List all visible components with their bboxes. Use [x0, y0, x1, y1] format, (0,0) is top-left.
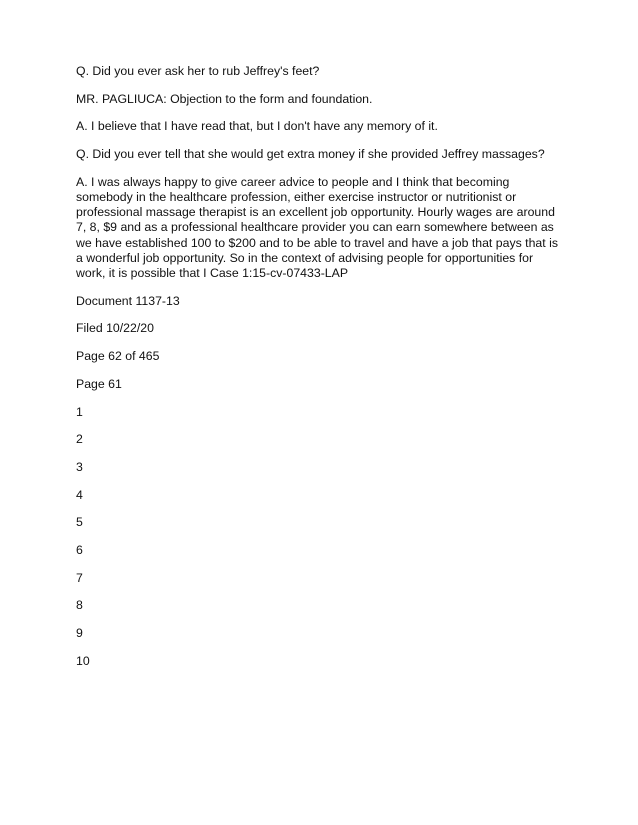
line-number: 8: [76, 598, 83, 613]
objection-pagliuca: MR. PAGLIUCA: Objection to the form and foundation.: [76, 91, 373, 106]
line-number: 4: [76, 487, 83, 502]
question-feet: Q. Did you ever ask her to rub Jeffrey's feet?: [76, 64, 320, 78]
question-extra-money: Q. Did you ever tell that she would get extra money if she provided Jeffrey massages?: [76, 147, 545, 162]
line-number: 7: [76, 570, 83, 585]
transcript-body: [76, 64, 564, 682]
page-of-total: Page 62 of 465: [76, 349, 160, 364]
line-number: 1: [76, 404, 83, 419]
filed-date: Filed 10/22/20: [76, 321, 154, 336]
document-number: Document 1137-13: [76, 293, 180, 308]
line-number: 9: [76, 626, 83, 641]
line-number: 5: [76, 515, 83, 530]
line-number: 10: [76, 653, 90, 668]
line-number: 2: [76, 432, 83, 447]
line-number: 3: [76, 459, 83, 474]
answer-no-memory: A. I believe that I have read that, but I don't have any memory of it.: [76, 119, 438, 134]
line-number: 6: [76, 543, 83, 558]
answer-career-advice: A. I was always happy to give career advice to people and I think that becoming somebody in the healthcare profession, either exercise instructor or nutritionist or professional massage therapist is an excellent job opportunity. Hourly wages are around 7, 8, $9 and as a professional healthcare provider you can earn somewhere between as we have established 100 to $200 and to be able to travel and have a job that pays that is a wonderful job opportunity. So in the context of advising people for opportunities for work, it is possible that I Case 1:15-cv-07433-LAP: [76, 174, 558, 281]
transcript-page-number: Page 61: [76, 376, 122, 391]
